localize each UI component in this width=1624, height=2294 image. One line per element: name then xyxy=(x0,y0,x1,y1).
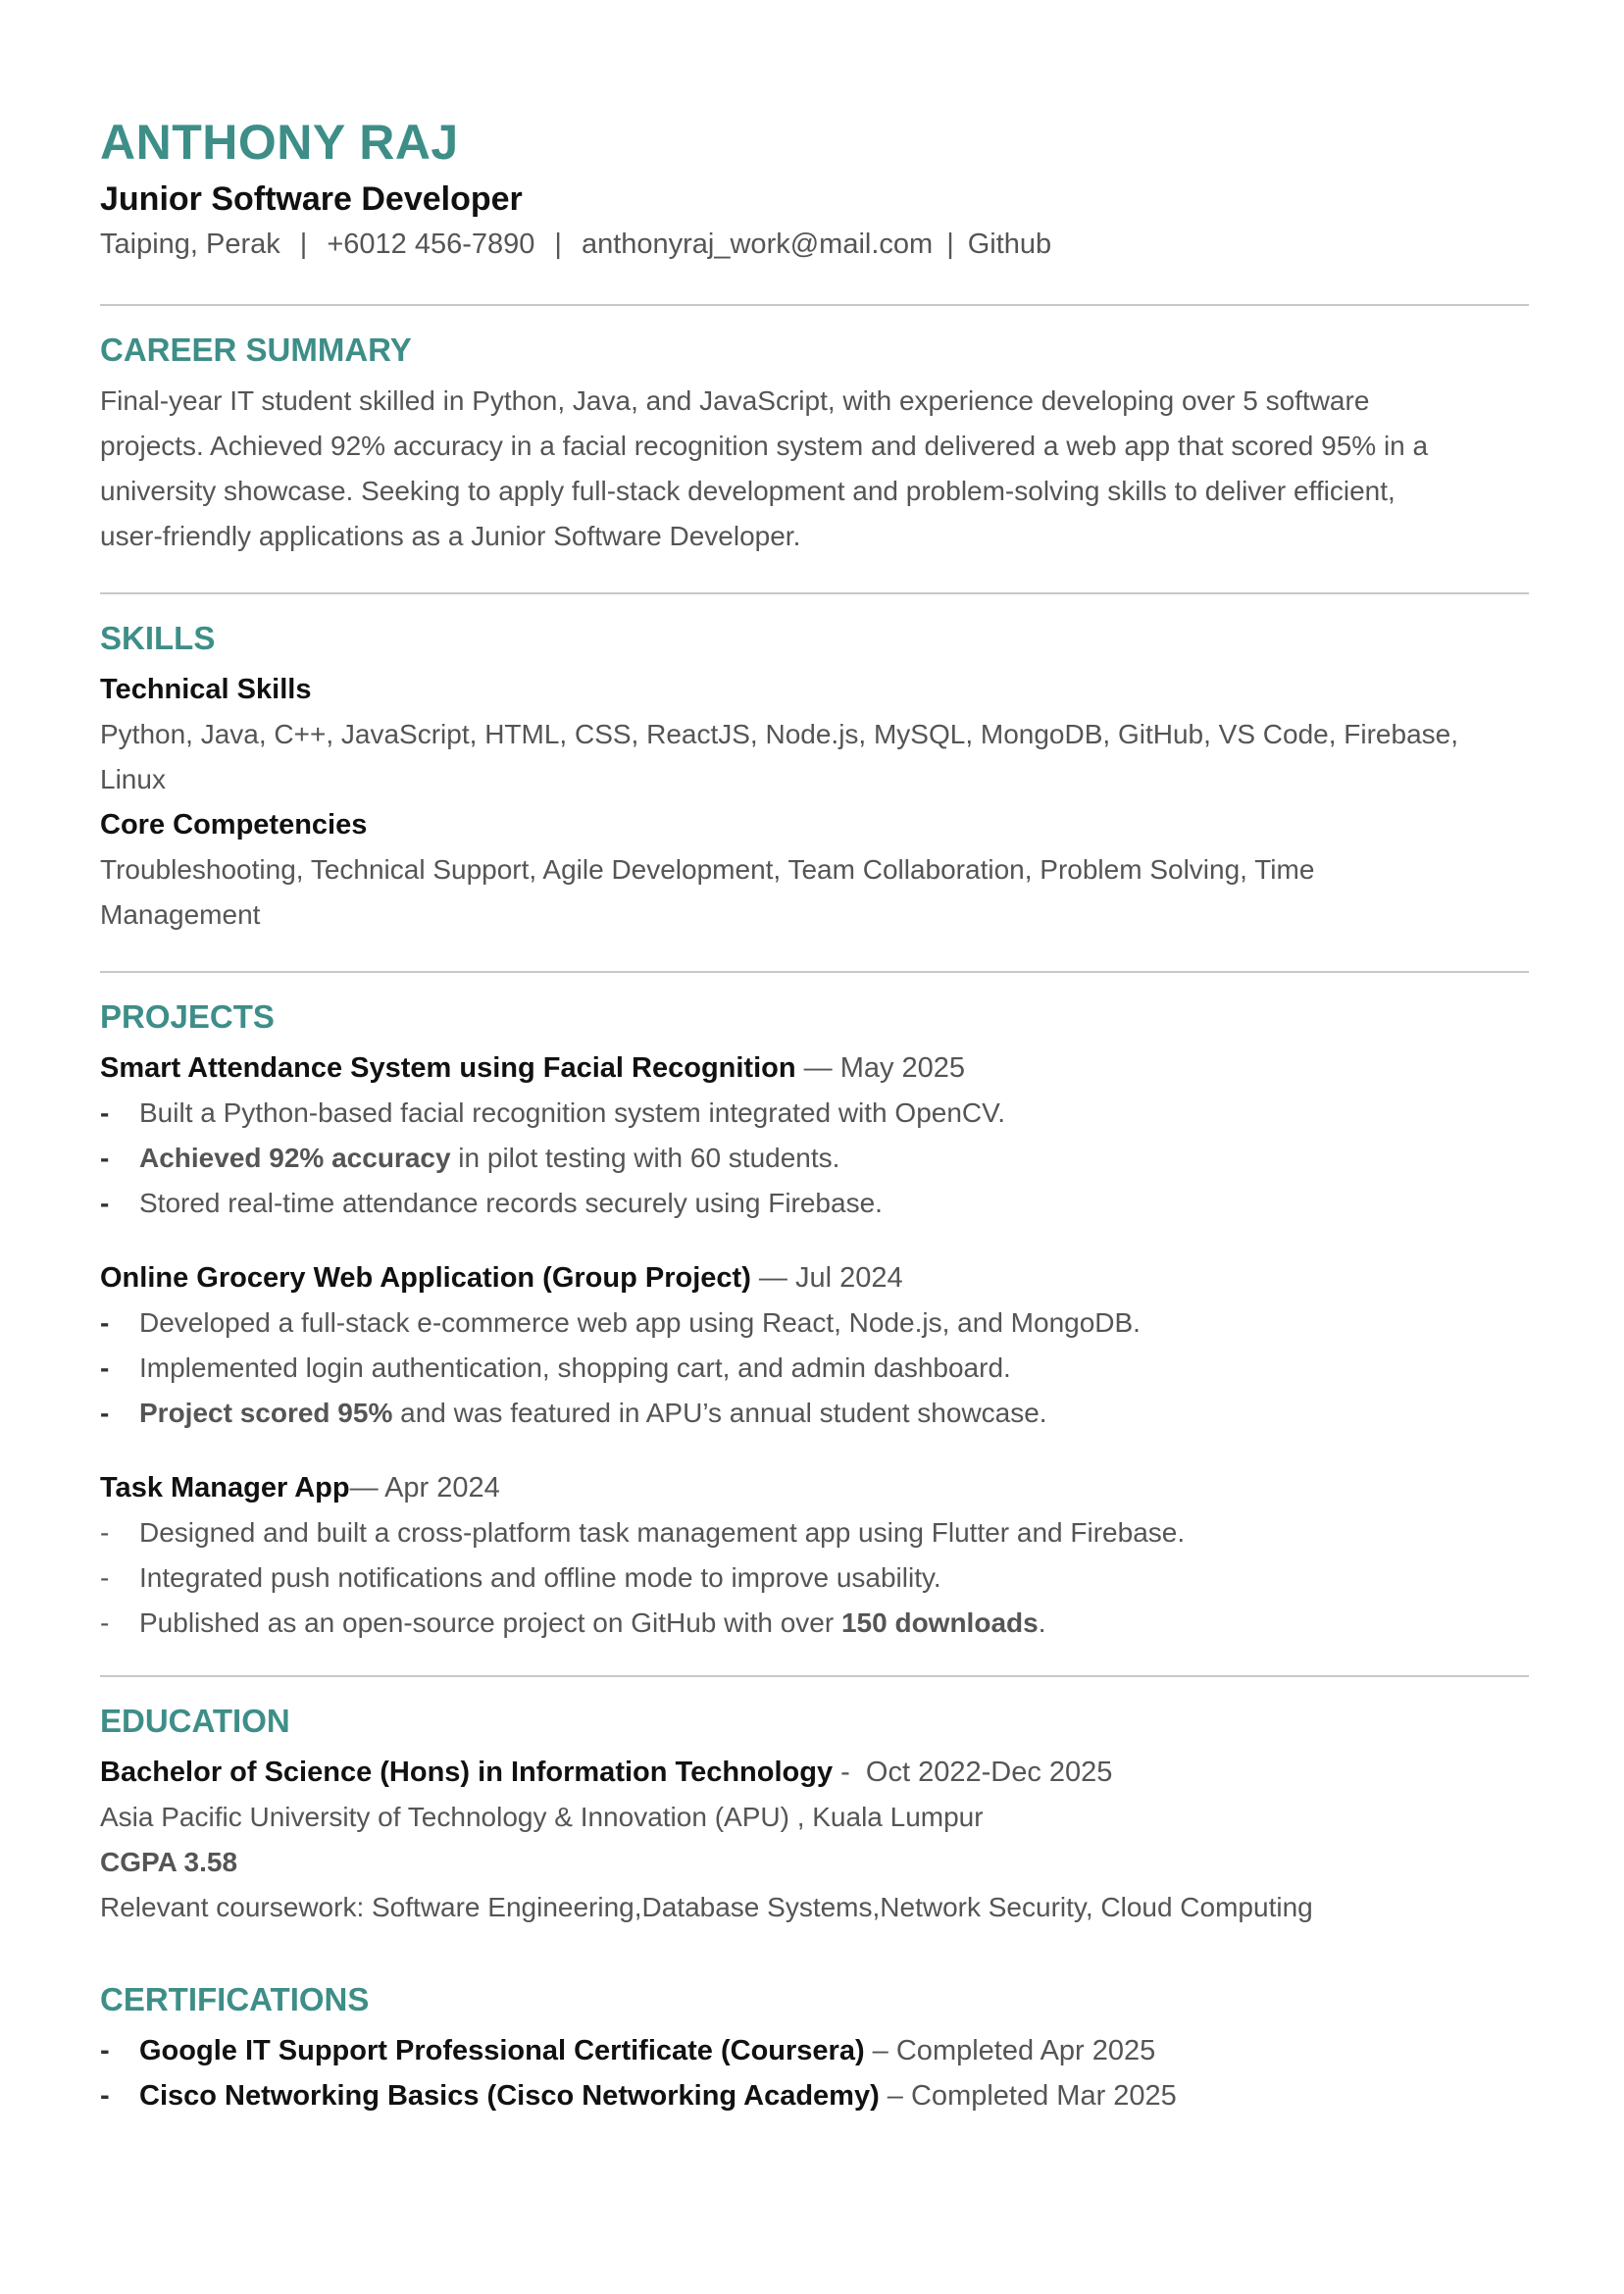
technical-skills-list: Python, Java, C++, JavaScript, HTML, CSS, ReactJS, Node.js, MySQL, MongoDB, GitHub, VS Code, Firebase, Linux xyxy=(100,719,1459,794)
section-heading: CERTIFICATIONS xyxy=(100,1981,370,2017)
section-heading: SKILLS xyxy=(100,620,216,656)
bullet-text: Designed and built a cross-platform task management app using Flutter and Firebase. xyxy=(139,1517,1186,1548)
project-name: Online Grocery Web Application (Group Project) xyxy=(100,1262,751,1294)
bullet-text: and was featured in APU’s annual student showcase. xyxy=(392,1398,1047,1428)
education-section xyxy=(100,1699,1529,1930)
certification-status: – Completed Apr 2025 xyxy=(864,2035,1156,2066)
project-header xyxy=(100,1255,1529,1300)
bullet-item xyxy=(100,1391,1529,1436)
bullet-text: Developed a full-stack e-commerce web app using React, Node.js, and MongoDB. xyxy=(139,1307,1141,1338)
project-name: Task Manager App xyxy=(100,1472,350,1504)
certification-list xyxy=(100,2028,1529,2118)
bullet-item xyxy=(100,1181,1529,1226)
summary-line: projects. Achieved 92% accuracy in a facial recognition system and delivered a web app that scored 95% in a xyxy=(100,431,1429,461)
school-name: Asia Pacific University of Technology & Innovation (APU) , Kuala Lumpur xyxy=(100,1802,984,1832)
bullet-dash: - xyxy=(100,1398,110,1428)
certification-status: – Completed Mar 2025 xyxy=(879,2080,1177,2112)
section-heading: PROJECTS xyxy=(100,998,275,1035)
career-summary-section xyxy=(100,328,1529,559)
certification-item xyxy=(100,2028,1529,2073)
bullet-dash: - xyxy=(100,1188,110,1218)
bullet-text: Implemented login authentication, shopping cart, and admin dashboard. xyxy=(139,1352,1011,1383)
bullet-text: Stored real-time attendance records securely using Firebase. xyxy=(139,1188,883,1218)
section-divider xyxy=(100,971,1529,973)
project-date: — Jul 2024 xyxy=(750,1262,903,1294)
bullet-item xyxy=(100,1346,1529,1391)
bullet-dash: - xyxy=(100,1517,110,1548)
bullet-item xyxy=(100,1510,1529,1555)
bullet-item xyxy=(100,1300,1529,1346)
bullet-dash: - xyxy=(100,1143,110,1173)
bullet-text: Built a Python-based facial recognition system integrated with OpenCV. xyxy=(139,1097,1006,1128)
project-bullets xyxy=(100,1510,1529,1646)
cgpa: CGPA 3.58 xyxy=(100,1847,238,1877)
bullet-text: in pilot testing with 60 students. xyxy=(450,1143,840,1173)
phone: +6012 456-7890 xyxy=(327,229,535,260)
bullet-dash: - xyxy=(100,1097,110,1128)
project-entry xyxy=(100,1255,1529,1436)
candidate-name: ANTHONY RAJ xyxy=(100,115,459,170)
section-divider xyxy=(100,1675,1529,1677)
certifications-section xyxy=(100,1977,1529,2118)
bullet-item xyxy=(100,1601,1529,1646)
projects-section xyxy=(100,994,1529,1646)
bullet-item xyxy=(100,1555,1529,1601)
separator: | xyxy=(946,229,954,260)
contact-line xyxy=(100,222,1529,267)
bullet-dash: - xyxy=(100,2035,110,2066)
project-entry xyxy=(100,1465,1529,1646)
job-title: Junior Software Developer xyxy=(100,180,523,218)
degree-header xyxy=(100,1750,1529,1795)
degree-name: Bachelor of Science (Hons) in Information Technology xyxy=(100,1757,834,1788)
project-bullets xyxy=(100,1300,1529,1436)
resume-header xyxy=(100,110,1529,267)
bullet-dash: - xyxy=(100,1607,110,1638)
section-divider xyxy=(100,592,1529,594)
bullet-dash: - xyxy=(100,2080,110,2112)
certification-item xyxy=(100,2073,1529,2118)
bullet-text: . xyxy=(1038,1607,1046,1638)
bullet-dash: - xyxy=(100,1307,110,1338)
email-link[interactable]: anthonyraj_work@mail.com xyxy=(581,229,934,260)
separator: | xyxy=(554,229,562,260)
core-competencies-line: Troubleshooting, Technical Support, Agile Development, Team Collaboration, Problem Solving, Time xyxy=(100,854,1315,885)
summary-line: university showcase. Seeking to apply full-stack development and problem-solving skills to deliver efficient, xyxy=(100,476,1396,506)
separator: | xyxy=(299,229,308,260)
bullet-bold-text: Project scored 95% xyxy=(139,1398,393,1428)
coursework: Relevant coursework: Software Engineering,Database Systems,Network Security, Cloud Computing xyxy=(100,1892,1313,1922)
bullet-dash: - xyxy=(100,1352,110,1383)
bullet-dash: - xyxy=(100,1562,110,1593)
core-competencies-line: Management xyxy=(100,899,261,930)
core-competencies-label: Core Competencies xyxy=(100,809,368,841)
section-heading: CAREER SUMMARY xyxy=(100,331,412,368)
degree-dates: - Oct 2022-Dec 2025 xyxy=(833,1757,1113,1788)
project-name: Smart Attendance System using Facial Recognition xyxy=(100,1052,796,1084)
project-header xyxy=(100,1045,1529,1091)
location: Taiping, Perak xyxy=(100,229,280,260)
section-divider xyxy=(100,304,1529,306)
bullet-text: Published as an open-source project on GitHub with over xyxy=(139,1607,841,1638)
project-header xyxy=(100,1465,1529,1510)
technical-skills-label: Technical Skills xyxy=(100,674,312,705)
summary-line: Final-year IT student skilled in Python, Java, and JavaScript, with experience developing over 5 software xyxy=(100,385,1370,416)
project-date: — Apr 2024 xyxy=(349,1472,500,1504)
github-link[interactable]: Github xyxy=(967,229,1052,260)
summary-line: user-friendly applications as a Junior Software Developer. xyxy=(100,521,801,551)
project-bullets xyxy=(100,1091,1529,1226)
bullet-item xyxy=(100,1136,1529,1181)
bullet-item xyxy=(100,1091,1529,1136)
certification-name: Google IT Support Professional Certificate (Coursera) xyxy=(139,2035,865,2066)
skills-section xyxy=(100,616,1529,938)
bullet-bold-text: 150 downloads xyxy=(840,1607,1039,1638)
bullet-text: Integrated push notifications and offline mode to improve usability. xyxy=(139,1562,941,1593)
certification-name: Cisco Networking Basics (Cisco Networking Academy) xyxy=(139,2080,880,2112)
project-entry xyxy=(100,1045,1529,1226)
project-date: — May 2025 xyxy=(795,1052,966,1084)
bullet-bold-text: Achieved 92% accuracy xyxy=(139,1143,451,1173)
section-heading: EDUCATION xyxy=(100,1703,290,1739)
